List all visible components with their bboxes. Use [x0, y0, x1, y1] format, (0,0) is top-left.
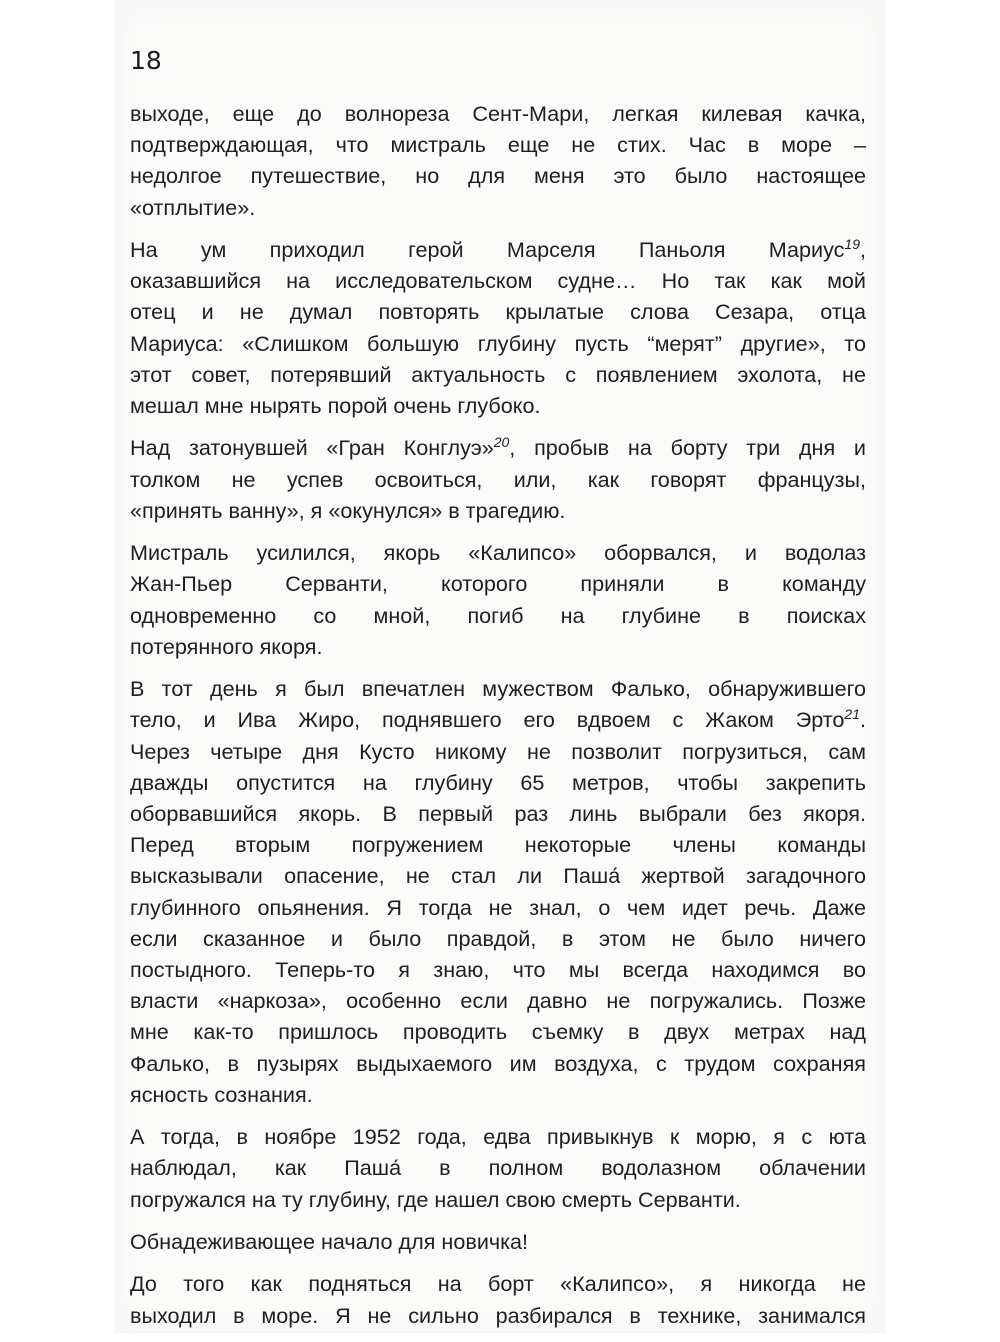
text-line [130, 1184, 866, 1215]
text-line [130, 954, 866, 985]
text-line [130, 798, 866, 829]
line-text: тело, и Ива Жиро, поднявшего его вдвоем с Жаком Эрто [130, 707, 845, 733]
line-text: На ум приходил герой Марселя Паньоля Мариус [130, 237, 845, 262]
text-line [130, 767, 866, 798]
text-line [130, 1048, 866, 1079]
line-text-after: , пробыв на борту три дня и [509, 435, 866, 461]
line-text-after: . [860, 707, 866, 733]
paragraph [130, 1226, 866, 1257]
text-line [130, 234, 866, 265]
line-text: Перед вторым погружением некоторые члены команды [130, 832, 866, 858]
line-text: наблюдал, как Паша́ в полном водолазном облачении [130, 1155, 866, 1181]
line-text: если сказанное и было правдой, в этом не было ничего [130, 925, 866, 951]
line-text: В тот день я был впечатлен мужеством Фалько, обнаружившего [130, 676, 866, 702]
paragraph [130, 673, 866, 1110]
line-text: отец и не думал повторять крылатые слова Сезара, отца [130, 299, 866, 325]
line-text: недолгое путешествие, но для меня это было настоящее [130, 163, 866, 189]
line-text: дважды опустится на глубину 65 метров, чтобы закрепить [130, 769, 866, 795]
text-line [130, 1121, 866, 1152]
line-text: одновременно со мной, погиб на глубине в поисках [130, 602, 866, 628]
text-line [130, 432, 866, 463]
text-line [130, 860, 866, 891]
line-text: Обнадеживающее начало для новичка! [130, 1229, 529, 1255]
line-text: А тогда, в ноябре 1952 года, едва привыкнув к морю, я с юта [130, 1124, 866, 1150]
line-text: мешал мне нырять порой очень глубоко. [130, 393, 541, 419]
text-line [130, 1079, 866, 1110]
text-line [130, 568, 866, 599]
line-text: оборвавшийся якорь. В первый раз линь выбрали без якоря. [130, 801, 866, 827]
text-line [130, 160, 866, 191]
text-line [130, 985, 866, 1016]
line-text: «отплытие». [130, 194, 256, 220]
text-line [130, 265, 866, 296]
text-line [130, 495, 866, 526]
paragraph [130, 234, 866, 421]
line-text: Мистраль усилился, якорь «Калипсо» оборвался, и водолаз [130, 540, 866, 566]
footnote-marker: 21 [844, 706, 860, 723]
paragraph [130, 432, 866, 526]
line-text: погружался на ту глубину, где нашел свою смерть Серванти. [130, 1186, 741, 1212]
line-text: толком не успев освоиться, или, как говорят французы, [130, 466, 866, 492]
text-line [130, 892, 866, 923]
footnote-marker: 19 [844, 236, 860, 252]
text-line [130, 1226, 866, 1257]
text-line [130, 359, 866, 390]
paragraph [130, 537, 866, 662]
paragraph [130, 1121, 866, 1215]
line-text: этот совет, потерявший актуальность с появлением эхолота, не [130, 361, 866, 387]
text-line [130, 600, 866, 631]
text-line [130, 673, 866, 704]
text-line [130, 129, 866, 160]
line-text: высказывали опасение, не стал ли Паша́ жертвой загадочного [130, 863, 866, 889]
line-text: Мариуса: «Слишком большую глубину пусть “мерят” другие», то [130, 330, 866, 356]
line-text: Жан-Пьер Серванти, которого приняли в команду [130, 571, 866, 597]
line-text: выходе, еще до волнореза Сент-Мари, легкая килевая качка, [130, 101, 866, 126]
text-line [130, 390, 866, 421]
line-text: потерянного якоря. [130, 633, 323, 659]
line-text: подтверждающая, что мистраль еще не стих. Час в море – [130, 132, 866, 158]
text-line [130, 464, 866, 495]
text-line [130, 1268, 866, 1299]
text-line [130, 537, 866, 568]
footnote-marker: 20 [493, 434, 510, 451]
text-line [130, 1016, 866, 1047]
text-line [130, 192, 866, 223]
line-text: власти «наркоза», особенно если давно не погружались. Позже [130, 988, 866, 1014]
line-text: Через четыре дня Кусто никому не позволит погрузиться, сам [130, 738, 866, 764]
line-text: До того как подняться на борт «Калипсо», я никогда не [130, 1271, 866, 1297]
body-text [130, 98, 866, 1342]
line-text: ясность сознания. [130, 1081, 313, 1107]
line-text: Фалько, в пузырях выдыхаемого им воздуха, с трудом сохраняя [130, 1050, 866, 1076]
text-line [130, 296, 866, 327]
line-text: оказавшийся на исследовательском судне… Но так как мой [130, 268, 866, 294]
paragraph [130, 1268, 866, 1330]
line-text: глубинного опьянения. Я тогда не знал, о чем идет речь. Даже [130, 894, 866, 920]
line-text: мне как-то пришлось проводить съемку в двух метрах над [130, 1019, 866, 1045]
text-line [130, 631, 866, 662]
text-line [130, 736, 866, 767]
text-line [130, 923, 866, 954]
text-line [130, 1300, 866, 1331]
line-text-after: , [860, 237, 866, 262]
line-text: постыдного. Теперь-то я знаю, что мы всегда находимся во [130, 957, 866, 983]
text-line [130, 704, 866, 735]
text-line [130, 1152, 866, 1183]
line-text: Над затонувшей «Гран Конглуэ» [130, 435, 494, 461]
text-line [130, 328, 866, 359]
page-number: 18 [130, 46, 162, 75]
paragraph [130, 98, 866, 223]
line-text: «принять ванну», я «окунулся» в трагедию. [130, 497, 566, 523]
text-line [130, 829, 866, 860]
text-line [130, 98, 866, 129]
line-text: выходил в море. Я не сильно разбирался в технике, занимался [130, 1302, 866, 1328]
